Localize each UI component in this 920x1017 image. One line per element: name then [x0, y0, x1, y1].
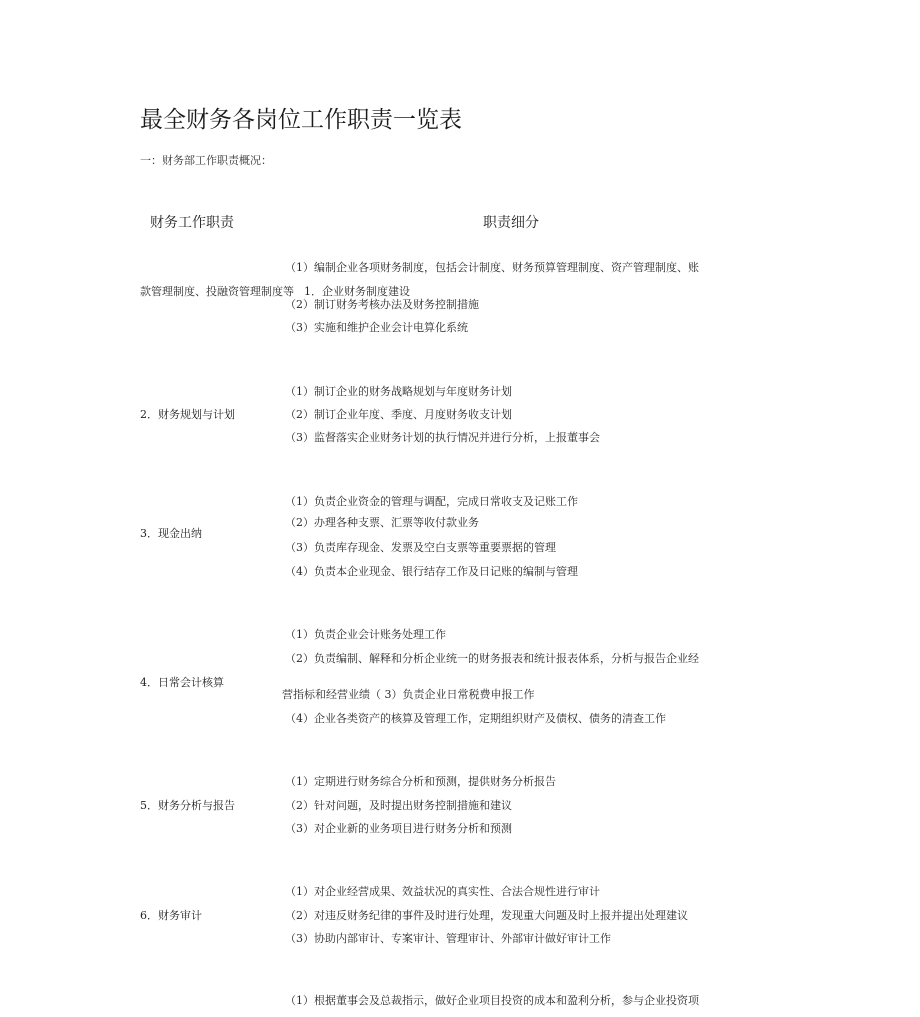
duty-detail-line: （4）企业各类资产的核算及管理工作，定期组织财产及债权、债务的清查工作 [285, 712, 666, 725]
duty-title: 4．日常会计核算 [140, 676, 224, 689]
duty-detail-line-continued: 款管理制度、投融资管理制度等 [140, 285, 294, 298]
duty-detail-line: （1）制订企业的财务战略规划与年度财务计划 [285, 385, 512, 398]
duty-detail-line: （3）监督落实企业财务计划的执行情况并进行分析，上报董事会 [285, 431, 600, 444]
duty-detail-line: （1）负责企业资金的管理与调配，完成日常收支及记账工作 [285, 495, 578, 508]
duty-detail-line: （1）负责企业会计账务处理工作 [285, 628, 446, 641]
duty-detail-line: （1）根据董事会及总裁指示，做好企业项目投资的成本和盈利分析，参与企业投资项 [285, 994, 699, 1007]
duty-title: 6．财务审计 [140, 909, 202, 922]
duty-detail-line: （2）制订企业年度、季度、月度财务收支计划 [285, 408, 512, 421]
duty-title: 5．财务分析与报告 [140, 799, 235, 812]
duty-detail-line: （3）对企业新的业务项目进行财务分析和预测 [285, 822, 512, 835]
duty-detail-line: （2）制订财务考核办法及财务控制措施 [285, 298, 479, 311]
duty-title: 2．财务规划与计划 [140, 408, 235, 421]
duty-detail-line: （1）编制企业各项财务制度，包括会计制度、财务预算管理制度、资产管理制度、账 [285, 261, 699, 274]
column-header-duty: 财务工作职责 [150, 215, 234, 231]
column-header-detail: 职责细分 [483, 215, 539, 231]
page-title: 最全财务各岗位工作职责一览表 [140, 107, 462, 133]
duty-detail-line: （2）针对问题，及时提出财务控制措施和建议 [285, 799, 512, 812]
duty-detail-line: （3）协助内部审计、专案审计、管理审计、外部审计做好审计工作 [285, 932, 611, 945]
duty-detail-line: （2）办理各种支票、汇票等收付款业务 [285, 516, 479, 529]
section-heading: 一：财务部工作职责概况： [140, 154, 272, 167]
duty-detail-line: （2）对违反财务纪律的事件及时进行处理，发现重大问题及时上报并提出处理建议 [285, 909, 688, 922]
duty-detail-line-continued: 营指标和经营业绩（ 3）负责企业日常税费申报工作 [282, 688, 535, 701]
duty-detail-line: （4）负责本企业现金、银行结存工作及日记账的编制与管理 [285, 565, 578, 578]
duty-title: 3．现金出纳 [140, 527, 202, 540]
duty-detail-line: （1）对企业经营成果、效益状况的真实性、合法合规性进行审计 [285, 885, 600, 898]
duty-title: 1．企业财务制度建设 [304, 285, 410, 298]
duty-detail-line: （2）负责编制、解释和分析企业统一的财务报表和统计报表体系，分析与报告企业经 [285, 652, 699, 665]
duty-detail-line: （1）定期进行财务综合分析和预测，提供财务分析报告 [285, 775, 556, 788]
duty-detail-line: （3）实施和维护企业会计电算化系统 [285, 321, 468, 334]
duty-detail-line: （3）负责库存现金、发票及空白支票等重要票据的管理 [285, 541, 556, 554]
